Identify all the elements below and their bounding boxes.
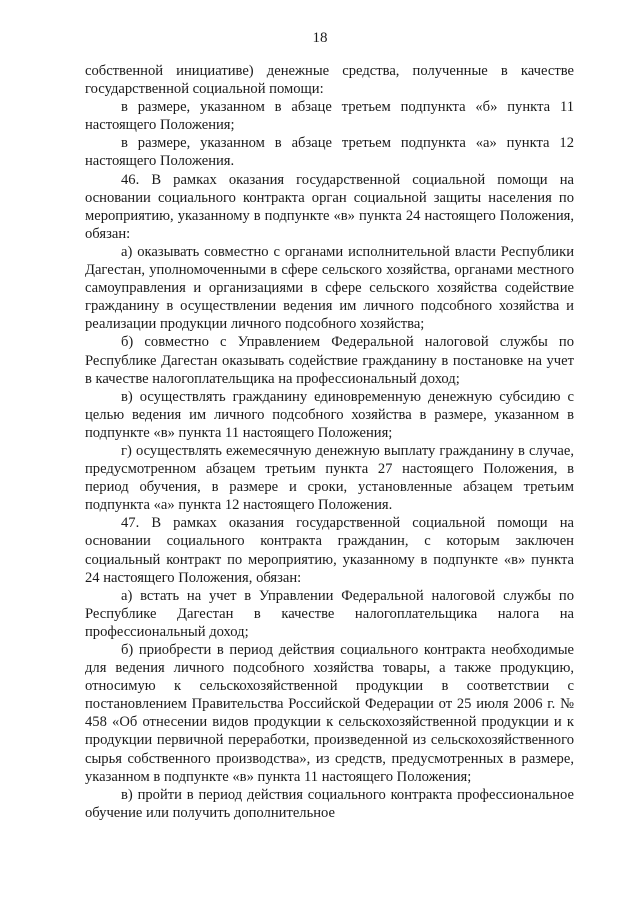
document-body: [85, 62, 574, 822]
paragraph: г) осуществлять ежемесячную денежную выплату гражданину в случае, предусмотренном абзацем третьим пункта 27 настоящего Положения, в период обучения, в размере и сроки, установленные абзацем третьим подпункта «а» пункта 12 настоящего Положения.: [85, 442, 574, 514]
paragraph: в) пройти в период действия социального контракта профессиональное обучение или получить дополнительное: [85, 786, 574, 821]
paragraph: в размере, указанном в абзаце третьем подпункта «б» пункта 11 настоящего Положения;: [85, 99, 574, 134]
paragraph: в) осуществлять гражданину единовременную денежную субсидию с целью ведения им личного подсобного хозяйства в размере, указанном в подпункте «в» пункта 11 настоящего Положения;: [85, 388, 574, 441]
paragraph: в размере, указанном в абзаце третьем подпункта «а» пункта 12 настоящего Положения.: [85, 135, 574, 170]
page-number: 18: [312, 30, 328, 46]
paragraph: а) оказывать совместно с органами исполнительной власти Республики Дагестан, уполномоченными в сфере сельского хозяйства, органами местного самоуправления и организациями в сфере сельского хозяйства содействие гражданину в осуществлении ведения им личного подсобного хозяйства и реализации продукции личного подсобного хозяйства;: [85, 243, 574, 333]
paragraph: 46. В рамках оказания государственной социальной помощи на основании социального контракта орган социальной защиты населения по мероприятию, указанному в подпункте «в» пункта 24 настоящего Положения, обязан:: [85, 171, 574, 242]
paragraph: собственной инициативе) денежные средства, полученные в качестве государственной социальной помощи:: [85, 63, 574, 98]
paragraph: а) встать на учет в Управлении Федеральной налоговой службы по Республике Дагестан в качестве налогоплательщика налога на профессиональный доход;: [85, 587, 574, 640]
paragraph: 47. В рамках оказания государственной социальной помощи на основании социального контракта гражданин, с которым заключен социальный контракт по мероприятию, указанному в подпункте «в» пункта 24 настоящего Положения, обязан:: [85, 515, 574, 586]
paragraph: б) приобрести в период действия социального контракта необходимые для ведения личного подсобного хозяйства товары, а также продукцию, относимую к сельскохозяйственной продукции в соответствии с постановлением Правительства Российской Федерации от 25 июля 2006 г. № 458 «Об отнесении видов продукции к сельскохозяйственной продукции и к продукции первичной переработки, произведенной из сельскохозяйственного сырья собственного производства», из средств, предусмотренных в размере, указанном в подпункте «в» пункта 11 настоящего Положения;: [85, 642, 574, 785]
paragraph: б) совместно с Управлением Федеральной налоговой службы по Республике Дагестан оказывать содействие гражданину в постановке на учет в качестве налогоплательщика на профессиональный доход;: [85, 334, 574, 387]
